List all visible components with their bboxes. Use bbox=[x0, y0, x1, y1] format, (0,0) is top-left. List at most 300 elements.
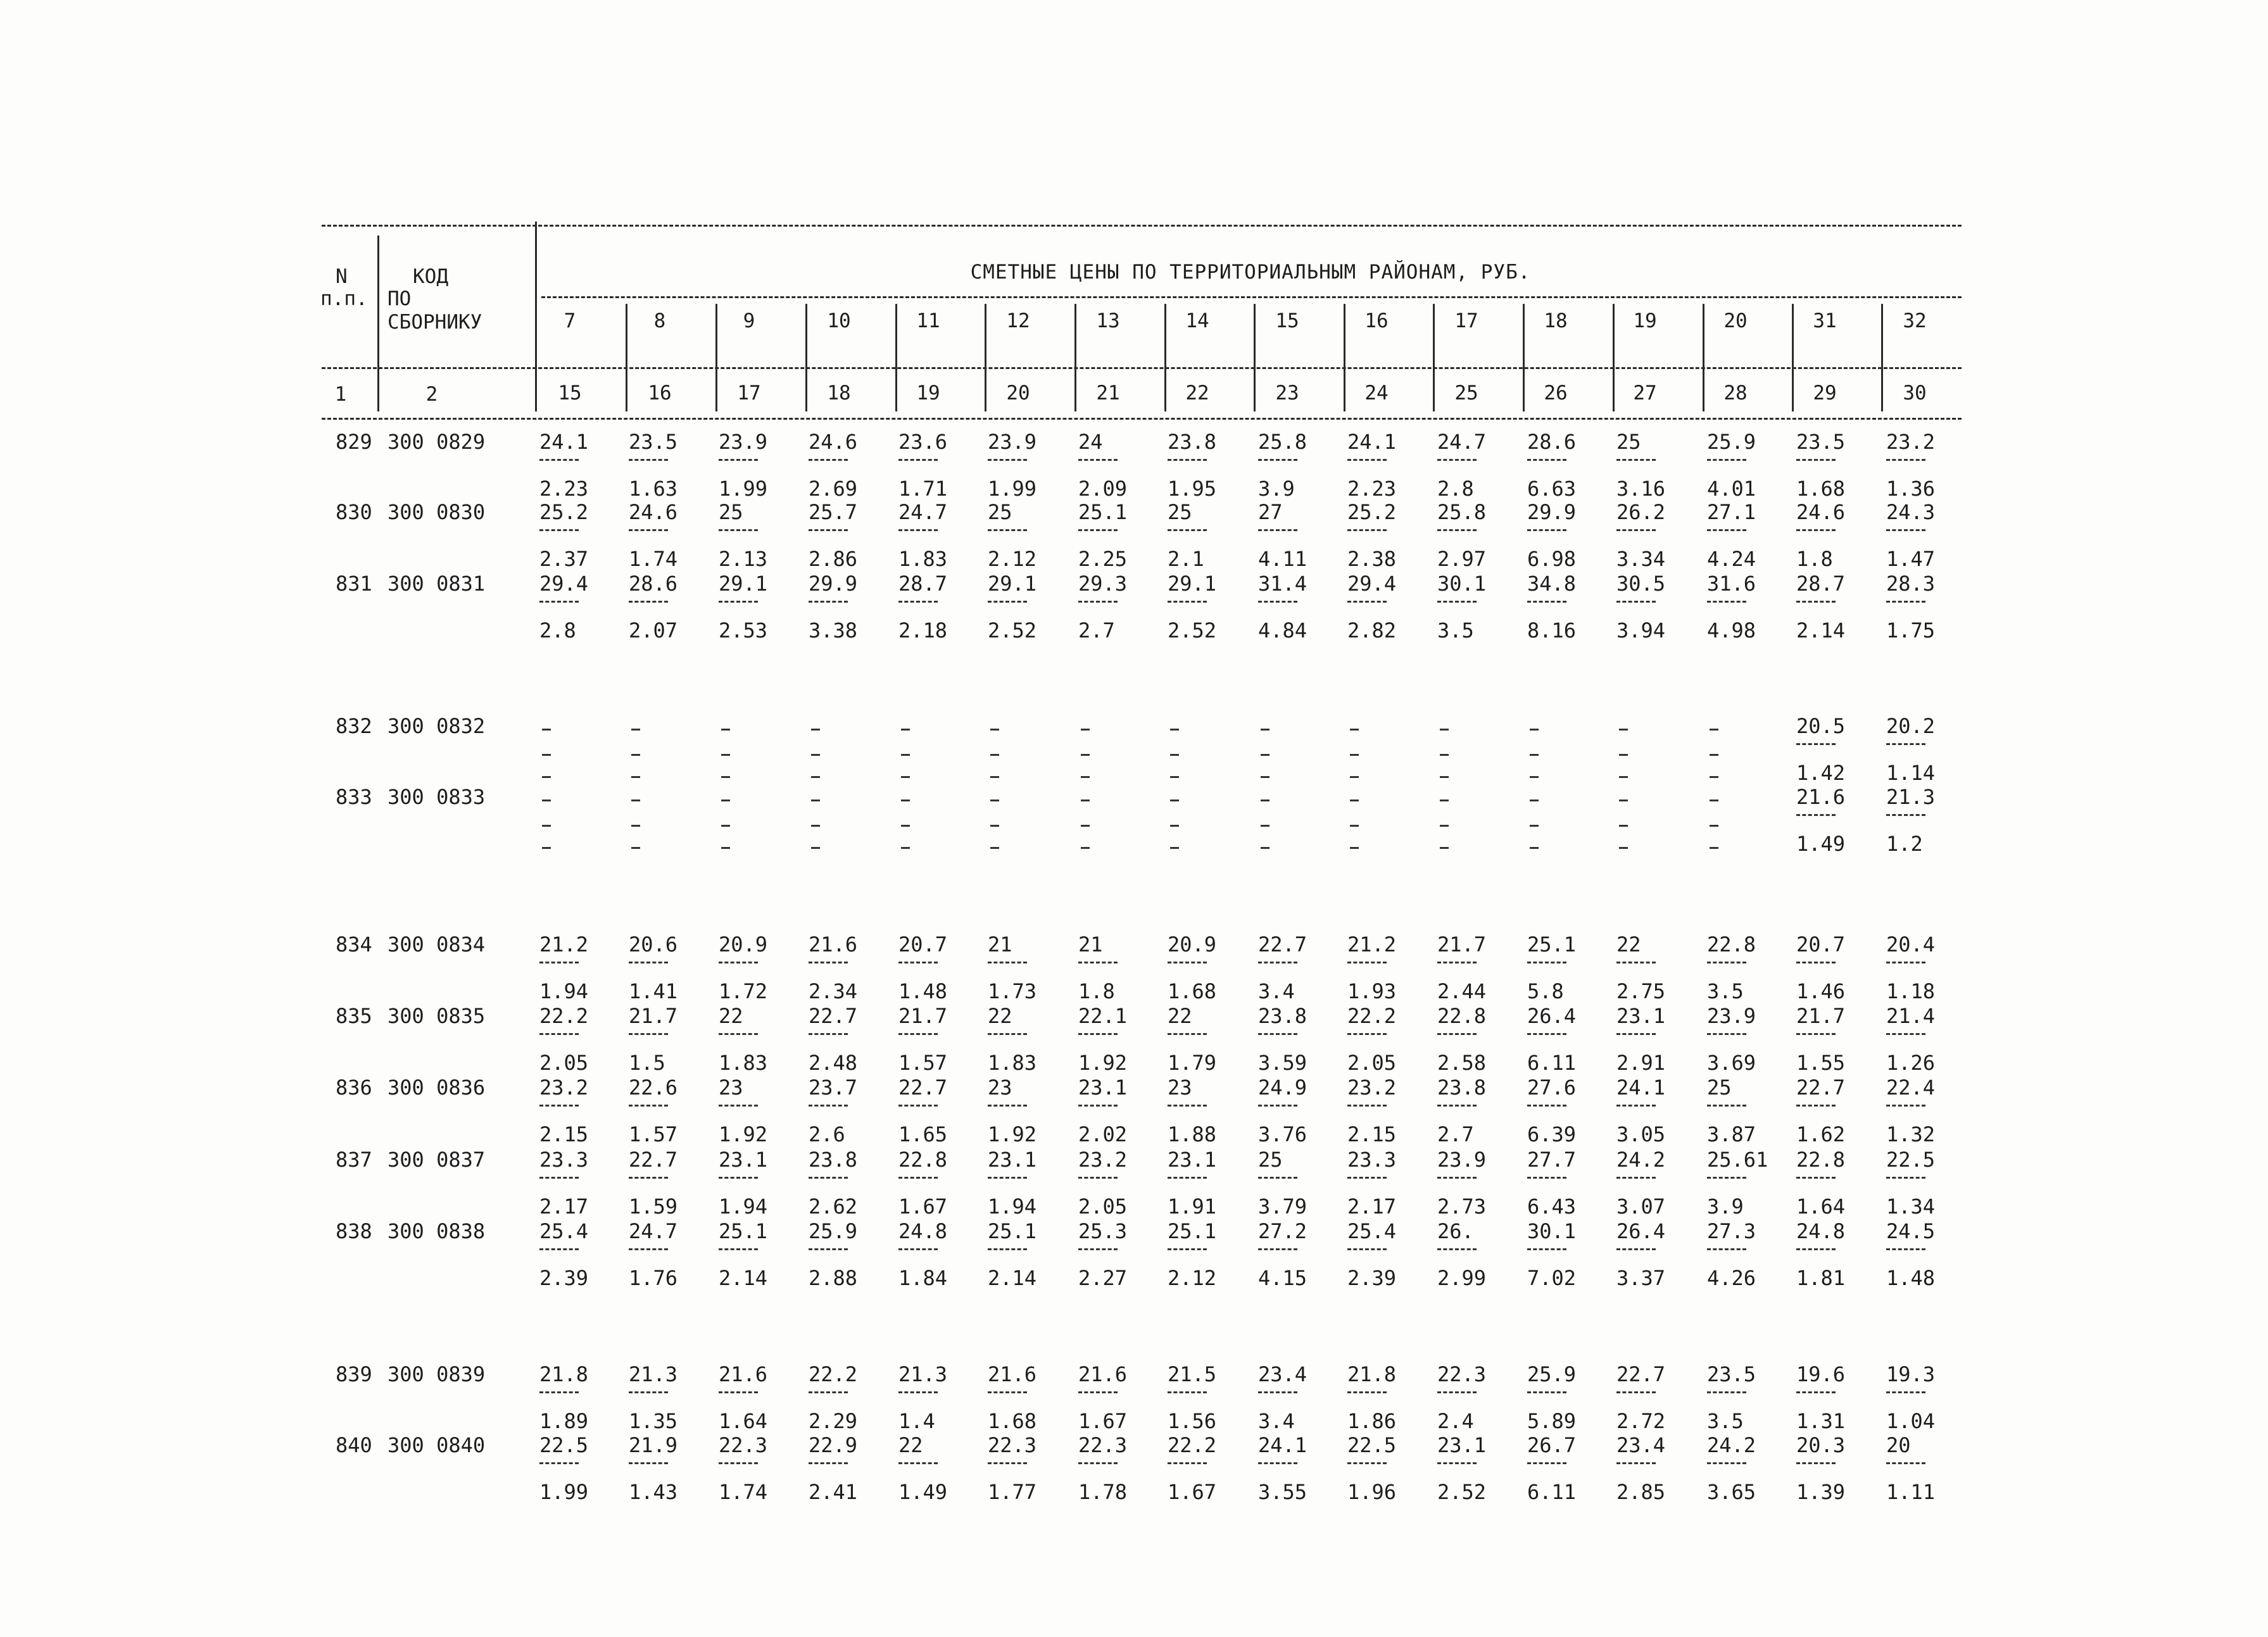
column-index-number: 19 bbox=[916, 382, 940, 405]
price-value: 23.3 bbox=[1347, 1148, 1397, 1172]
price-value: 25.3 bbox=[1078, 1219, 1128, 1243]
price-value: 23.9 bbox=[1437, 1148, 1487, 1172]
empty-price-mark bbox=[1619, 825, 1628, 827]
fraction-bar bbox=[719, 1033, 758, 1035]
fraction-bar bbox=[629, 601, 668, 603]
row-number: 832 bbox=[336, 714, 372, 738]
price-value: 29.1 bbox=[719, 572, 768, 596]
row-code: 300 0832 bbox=[387, 714, 486, 738]
price-sub-value: 1.32 bbox=[1886, 1122, 1936, 1146]
fraction-bar bbox=[809, 962, 848, 963]
price-sub-value: 2.85 bbox=[1616, 1480, 1666, 1504]
fraction-bar bbox=[809, 1248, 848, 1250]
empty-price-mark bbox=[901, 825, 910, 827]
district-number: 18 bbox=[1544, 310, 1568, 332]
fraction-bar bbox=[809, 459, 848, 461]
price-sub-value: 2.02 bbox=[1078, 1122, 1128, 1146]
fraction-bar bbox=[1796, 1462, 1836, 1464]
price-value: 29.4 bbox=[1347, 572, 1397, 596]
fraction-bar bbox=[1707, 1391, 1746, 1393]
fraction-bar bbox=[1796, 1033, 1836, 1035]
fraction-bar bbox=[1886, 1462, 1925, 1464]
price-value: 28.7 bbox=[1796, 572, 1846, 596]
header-n-label: N bbox=[336, 265, 348, 288]
price-value: 22.3 bbox=[988, 1433, 1037, 1457]
price-value: 24 bbox=[1078, 430, 1103, 454]
divider-district bbox=[1254, 304, 1256, 411]
price-sub-value: 1.49 bbox=[1796, 832, 1846, 856]
price-sub-value: 6.11 bbox=[1527, 1051, 1577, 1075]
price-sub-value: 8.16 bbox=[1527, 618, 1577, 643]
price-sub-value: 7.02 bbox=[1527, 1266, 1577, 1290]
price-sub-value: 1.18 bbox=[1886, 979, 1936, 1003]
empty-price-mark bbox=[542, 754, 551, 756]
row-number: 836 bbox=[336, 1076, 372, 1100]
price-sub-value: 2.97 bbox=[1437, 547, 1487, 571]
empty-price-mark bbox=[1710, 847, 1718, 849]
price-sub-value: 2.52 bbox=[988, 618, 1037, 643]
price-value: 23.1 bbox=[1168, 1148, 1217, 1172]
price-value: 25.9 bbox=[1527, 1362, 1577, 1386]
price-value: 22.4 bbox=[1886, 1076, 1936, 1100]
price-sub-value: 3.9 bbox=[1258, 477, 1295, 501]
column-index-number: 28 bbox=[1723, 382, 1748, 405]
fraction-bar bbox=[1078, 1248, 1118, 1250]
price-sub-value: 2.23 bbox=[1347, 477, 1397, 501]
empty-price-mark bbox=[1261, 847, 1269, 849]
fraction-bar bbox=[1437, 1177, 1477, 1179]
price-value: 22.8 bbox=[1437, 1004, 1487, 1028]
price-value: 22 bbox=[1616, 932, 1641, 956]
fraction-bar bbox=[1616, 1462, 1656, 1464]
row-number: 833 bbox=[336, 785, 372, 809]
price-value: 22.3 bbox=[1437, 1362, 1487, 1386]
price-sub-value: 1.74 bbox=[719, 1480, 768, 1504]
fraction-bar bbox=[988, 601, 1027, 603]
price-value: 21.7 bbox=[629, 1004, 678, 1028]
fraction-bar bbox=[1347, 1177, 1387, 1179]
fraction-bar bbox=[988, 1248, 1027, 1250]
empty-price-mark bbox=[1710, 729, 1718, 731]
empty-price-mark bbox=[542, 825, 551, 827]
price-value: 23.5 bbox=[629, 430, 678, 454]
price-value: 22.3 bbox=[719, 1433, 768, 1457]
fraction-bar bbox=[1707, 1033, 1746, 1035]
empty-price-mark bbox=[1350, 754, 1359, 756]
fraction-bar bbox=[898, 459, 938, 461]
price-sub-value: 2.7 bbox=[1078, 618, 1115, 643]
price-sub-value: 4.98 bbox=[1707, 618, 1756, 643]
price-sub-value: 6.11 bbox=[1527, 1480, 1577, 1504]
price-sub-value: 1.68 bbox=[988, 1409, 1037, 1433]
price-sub-value: 3.5 bbox=[1707, 979, 1744, 1003]
price-value: 21.7 bbox=[1437, 932, 1487, 956]
empty-price-mark bbox=[1440, 729, 1449, 731]
column-index-number: 17 bbox=[737, 382, 761, 405]
table-title: СМЕТНЫЕ ЦЕНЫ ПО ТЕРРИТОРИАЛЬНЫМ РАЙОНАМ, РУБ. bbox=[970, 261, 1531, 284]
empty-price-mark bbox=[631, 800, 640, 801]
price-value: 24.1 bbox=[1258, 1433, 1307, 1457]
empty-price-mark bbox=[1350, 729, 1359, 731]
fraction-bar bbox=[1527, 1105, 1566, 1107]
fraction-bar bbox=[1437, 529, 1477, 531]
price-value: 20.6 bbox=[629, 932, 678, 956]
fraction-bar bbox=[1168, 601, 1207, 603]
fraction-bar bbox=[1168, 962, 1207, 963]
district-number: 31 bbox=[1813, 310, 1837, 332]
fraction-bar bbox=[629, 459, 668, 461]
fraction-bar bbox=[1168, 529, 1207, 531]
empty-price-mark bbox=[1350, 847, 1359, 849]
fraction-bar bbox=[719, 962, 758, 963]
column-index-number: 27 bbox=[1633, 382, 1657, 405]
fraction-bar bbox=[1168, 1033, 1207, 1035]
column-index-number: 21 bbox=[1096, 382, 1120, 405]
empty-price-mark bbox=[1261, 754, 1269, 756]
fraction-bar bbox=[898, 1033, 938, 1035]
fraction-bar bbox=[1527, 962, 1566, 963]
fraction-bar bbox=[988, 459, 1027, 461]
fraction-bar bbox=[1078, 601, 1118, 603]
fraction-bar bbox=[539, 1248, 579, 1250]
empty-price-mark bbox=[990, 825, 999, 827]
empty-price-mark bbox=[631, 754, 640, 756]
price-value: 25 bbox=[1258, 1148, 1283, 1172]
price-sub-value: 3.79 bbox=[1258, 1195, 1307, 1219]
price-sub-value: 1.77 bbox=[988, 1480, 1037, 1504]
price-value: 23.6 bbox=[898, 430, 948, 454]
price-value: 27.7 bbox=[1527, 1148, 1577, 1172]
fraction-bar bbox=[809, 1177, 848, 1179]
price-value: 19.6 bbox=[1796, 1362, 1846, 1386]
fraction-bar bbox=[1258, 1033, 1297, 1035]
district-number: 19 bbox=[1633, 310, 1657, 332]
price-sub-value: 2.91 bbox=[1616, 1051, 1666, 1075]
empty-price-mark bbox=[1530, 776, 1539, 778]
price-value: 23 bbox=[719, 1076, 743, 1100]
price-sub-value: 2.88 bbox=[809, 1266, 858, 1290]
price-value: 22.3 bbox=[1078, 1433, 1128, 1457]
price-sub-value: 3.4 bbox=[1258, 979, 1295, 1003]
fraction-bar bbox=[1616, 459, 1656, 461]
fraction-bar bbox=[539, 601, 579, 603]
price-value: 22.2 bbox=[1168, 1433, 1217, 1457]
price-value: 24.1 bbox=[1616, 1076, 1666, 1100]
price-value: 22.9 bbox=[809, 1433, 858, 1457]
price-value: 24.7 bbox=[629, 1219, 678, 1243]
fraction-bar bbox=[1258, 529, 1297, 531]
price-value: 22.8 bbox=[1707, 932, 1756, 956]
price-value: 23 bbox=[1168, 1076, 1192, 1100]
price-sub-value: 5.89 bbox=[1527, 1409, 1577, 1433]
fraction-bar bbox=[1258, 1248, 1297, 1250]
fraction-bar bbox=[1078, 1462, 1118, 1464]
fraction-bar bbox=[629, 1177, 668, 1179]
fraction-bar bbox=[1527, 1033, 1566, 1035]
fraction-bar bbox=[1886, 1105, 1925, 1107]
price-value: 20.7 bbox=[898, 932, 948, 956]
price-sub-value: 1.72 bbox=[719, 979, 768, 1003]
price-value: 22.7 bbox=[1616, 1362, 1666, 1386]
fraction-bar bbox=[629, 1105, 668, 1107]
empty-price-mark bbox=[1081, 729, 1090, 731]
empty-price-mark bbox=[811, 847, 820, 849]
fraction-bar bbox=[1437, 1105, 1477, 1107]
price-value: 22.2 bbox=[809, 1362, 858, 1386]
price-value: 21.6 bbox=[1796, 785, 1846, 809]
fraction-bar bbox=[539, 459, 579, 461]
price-value: 24.1 bbox=[1347, 430, 1397, 454]
price-value: 22.7 bbox=[1258, 932, 1307, 956]
price-value: 22.6 bbox=[629, 1076, 678, 1100]
empty-price-mark bbox=[901, 754, 910, 756]
price-value: 25.61 bbox=[1707, 1148, 1768, 1172]
price-value: 28.7 bbox=[898, 572, 948, 596]
price-value: 23.8 bbox=[1437, 1076, 1487, 1100]
price-value: 23.8 bbox=[1258, 1004, 1307, 1028]
price-sub-value: 2.14 bbox=[1796, 618, 1846, 643]
price-sub-value: 2.39 bbox=[1347, 1266, 1397, 1290]
row-number: 838 bbox=[336, 1219, 372, 1243]
fraction-bar bbox=[1347, 601, 1387, 603]
row-code: 300 0836 bbox=[387, 1076, 486, 1100]
fraction-bar bbox=[1707, 1462, 1746, 1464]
price-sub-value: 2.15 bbox=[539, 1122, 589, 1146]
price-sub-value: 2.73 bbox=[1437, 1195, 1487, 1219]
divider-district bbox=[1792, 304, 1794, 411]
price-sub-value: 3.05 bbox=[1616, 1122, 1666, 1146]
price-sub-value: 3.59 bbox=[1258, 1051, 1307, 1075]
empty-price-mark bbox=[1081, 825, 1090, 827]
price-value: 30.1 bbox=[1527, 1219, 1577, 1243]
fraction-bar bbox=[1886, 1248, 1925, 1250]
empty-price-mark bbox=[1170, 825, 1179, 827]
price-sub-value: 2.17 bbox=[539, 1195, 589, 1219]
price-sub-value: 5.8 bbox=[1527, 979, 1564, 1003]
price-sub-value: 2.05 bbox=[1078, 1195, 1128, 1219]
price-value: 21.8 bbox=[539, 1362, 589, 1386]
price-sub-value: 1.5 bbox=[629, 1051, 665, 1075]
fraction-bar bbox=[898, 1105, 938, 1107]
fraction-bar bbox=[1078, 1033, 1118, 1035]
fraction-bar bbox=[1616, 529, 1656, 531]
price-sub-value: 4.11 bbox=[1258, 547, 1307, 571]
price-sub-value: 6.43 bbox=[1527, 1195, 1577, 1219]
price-sub-value: 2.6 bbox=[809, 1122, 845, 1146]
price-sub-value: 2.52 bbox=[1168, 618, 1217, 643]
price-sub-value: 3.65 bbox=[1707, 1480, 1756, 1504]
price-value: 27 bbox=[1258, 500, 1283, 524]
price-sub-value: 3.87 bbox=[1707, 1122, 1756, 1146]
fraction-bar bbox=[539, 1177, 579, 1179]
price-value: 22.2 bbox=[539, 1004, 589, 1028]
fraction-bar bbox=[988, 1391, 1027, 1393]
price-sub-value: 2.72 bbox=[1616, 1409, 1666, 1433]
price-sub-value: 1.68 bbox=[1796, 477, 1846, 501]
district-number: 11 bbox=[916, 310, 940, 332]
price-value: 21.6 bbox=[988, 1362, 1037, 1386]
price-sub-value: 6.39 bbox=[1527, 1122, 1577, 1146]
price-sub-value: 2.29 bbox=[809, 1409, 858, 1433]
price-sub-value: 1.04 bbox=[1886, 1409, 1936, 1433]
fraction-bar bbox=[539, 1391, 579, 1393]
fraction-bar bbox=[1616, 601, 1656, 603]
fraction-bar bbox=[629, 1248, 668, 1250]
price-value: 25.2 bbox=[1347, 500, 1397, 524]
fraction-bar bbox=[898, 529, 938, 531]
price-sub-value: 1.94 bbox=[988, 1195, 1037, 1219]
fraction-bar bbox=[1796, 1177, 1836, 1179]
price-sub-value: 2.14 bbox=[719, 1266, 768, 1290]
price-sub-value: 2.52 bbox=[1437, 1480, 1487, 1504]
divider-district bbox=[626, 304, 627, 411]
header-sbornik-label: СБОРНИКУ bbox=[387, 311, 482, 334]
district-number: 12 bbox=[1006, 310, 1030, 332]
row-number: 840 bbox=[336, 1433, 372, 1457]
price-value: 31.6 bbox=[1707, 572, 1756, 596]
price-sub-value: 2.8 bbox=[1437, 477, 1474, 501]
price-value: 23.3 bbox=[539, 1148, 589, 1172]
price-sub-value: 2.75 bbox=[1616, 979, 1666, 1003]
price-value: 23.9 bbox=[719, 430, 768, 454]
price-value: 26.7 bbox=[1527, 1433, 1577, 1457]
district-number: 8 bbox=[653, 310, 666, 332]
divider-district bbox=[1344, 304, 1345, 411]
row-number: 829 bbox=[336, 430, 372, 454]
fraction-bar bbox=[988, 529, 1027, 531]
fraction-bar bbox=[988, 1105, 1027, 1107]
price-sub-value: 1.31 bbox=[1796, 1409, 1846, 1433]
price-value: 24.9 bbox=[1258, 1076, 1307, 1100]
fraction-bar bbox=[1796, 962, 1836, 963]
fraction-bar bbox=[539, 529, 579, 531]
header-po-label: ПО bbox=[387, 287, 412, 310]
rule-under-indices bbox=[322, 418, 1962, 420]
fraction-bar bbox=[1616, 1033, 1656, 1035]
fraction-bar bbox=[1707, 459, 1746, 461]
fraction-bar bbox=[1796, 814, 1836, 816]
column-index-number: 25 bbox=[1454, 382, 1478, 405]
fraction-bar bbox=[1168, 1248, 1207, 1250]
price-value: 28.6 bbox=[629, 572, 678, 596]
price-sub-value: 1.41 bbox=[629, 979, 678, 1003]
fraction-bar bbox=[898, 1462, 938, 1464]
fraction-bar bbox=[898, 1177, 938, 1179]
price-value: 22.8 bbox=[898, 1148, 948, 1172]
fraction-bar bbox=[1258, 1462, 1297, 1464]
price-value: 22 bbox=[1168, 1004, 1192, 1028]
district-number: 14 bbox=[1185, 310, 1209, 332]
price-value: 23.2 bbox=[539, 1076, 589, 1100]
price-value: 25.1 bbox=[988, 1219, 1037, 1243]
price-sub-value: 1.83 bbox=[719, 1051, 768, 1075]
fraction-bar bbox=[1796, 1105, 1836, 1107]
empty-price-mark bbox=[811, 800, 820, 801]
empty-price-mark bbox=[1440, 754, 1449, 756]
price-sub-value: 2.07 bbox=[629, 618, 678, 643]
empty-price-mark bbox=[1710, 800, 1718, 801]
empty-price-mark bbox=[1619, 800, 1628, 801]
price-value: 20.7 bbox=[1796, 932, 1846, 956]
column-index-number: 18 bbox=[827, 382, 851, 405]
price-sub-value: 2.09 bbox=[1078, 477, 1128, 501]
empty-price-mark bbox=[1261, 825, 1269, 827]
price-value: 20.9 bbox=[1168, 932, 1217, 956]
header-index-2: 2 bbox=[425, 383, 438, 406]
price-sub-value: 2.4 bbox=[1437, 1409, 1474, 1433]
rule-top bbox=[322, 225, 1962, 227]
header-pp-label: п.п. bbox=[320, 287, 368, 310]
empty-price-mark bbox=[721, 825, 730, 827]
price-value: 21.6 bbox=[809, 932, 858, 956]
empty-price-mark bbox=[1170, 754, 1179, 756]
price-sub-value: 1.83 bbox=[898, 547, 948, 571]
empty-price-mark bbox=[901, 800, 910, 801]
price-sub-value: 1.99 bbox=[988, 477, 1037, 501]
fraction-bar bbox=[719, 1462, 758, 1464]
price-value: 29.9 bbox=[1527, 500, 1577, 524]
fraction-bar bbox=[1707, 1248, 1746, 1250]
fraction-bar bbox=[1347, 1248, 1387, 1250]
empty-price-mark bbox=[811, 729, 820, 731]
empty-price-mark bbox=[1350, 800, 1359, 801]
price-value: 24.3 bbox=[1886, 500, 1936, 524]
empty-price-mark bbox=[1170, 800, 1179, 801]
fraction-bar bbox=[1796, 529, 1836, 531]
fraction-bar bbox=[1796, 743, 1836, 745]
price-value: 28.6 bbox=[1527, 430, 1577, 454]
fraction-bar bbox=[719, 1248, 758, 1250]
price-value: 22.5 bbox=[539, 1433, 589, 1457]
price-sub-value: 1.94 bbox=[719, 1195, 768, 1219]
price-sub-value: 2.12 bbox=[988, 547, 1037, 571]
price-value: 22.7 bbox=[898, 1076, 948, 1100]
empty-price-mark bbox=[1710, 825, 1718, 827]
price-value: 25.4 bbox=[1347, 1219, 1397, 1243]
fraction-bar bbox=[898, 601, 938, 603]
price-value: 24.8 bbox=[898, 1219, 948, 1243]
price-sub-value: 1.92 bbox=[1078, 1051, 1128, 1075]
fraction-bar bbox=[1078, 459, 1118, 461]
price-value: 23.9 bbox=[988, 430, 1037, 454]
price-sub-value: 2.99 bbox=[1437, 1266, 1487, 1290]
price-sub-value: 1.57 bbox=[898, 1051, 948, 1075]
price-value: 23.1 bbox=[1437, 1433, 1487, 1457]
district-number: 9 bbox=[743, 310, 755, 332]
district-number: 10 bbox=[827, 310, 851, 332]
fraction-bar bbox=[1796, 459, 1836, 461]
fraction-bar bbox=[1886, 529, 1925, 531]
price-value: 27.3 bbox=[1707, 1219, 1756, 1243]
fraction-bar bbox=[1707, 1177, 1746, 1179]
price-sub-value: 2.05 bbox=[1347, 1051, 1397, 1075]
column-index-number: 20 bbox=[1006, 382, 1030, 405]
column-index-number: 23 bbox=[1275, 382, 1299, 405]
fraction-bar bbox=[988, 1033, 1027, 1035]
divider-district bbox=[715, 304, 717, 411]
empty-price-mark bbox=[542, 800, 551, 801]
price-sub-value: 1.94 bbox=[539, 979, 589, 1003]
district-number: 16 bbox=[1364, 310, 1389, 332]
price-sub-value: 2.1 bbox=[1168, 547, 1204, 571]
empty-price-mark bbox=[1350, 825, 1359, 827]
price-value: 25.8 bbox=[1258, 430, 1307, 454]
price-sub-value: 1.84 bbox=[898, 1266, 948, 1290]
price-value: 25.1 bbox=[1078, 500, 1128, 524]
row-number: 839 bbox=[336, 1362, 372, 1386]
price-sub-value: 1.74 bbox=[629, 547, 678, 571]
price-value: 21.3 bbox=[629, 1362, 678, 1386]
